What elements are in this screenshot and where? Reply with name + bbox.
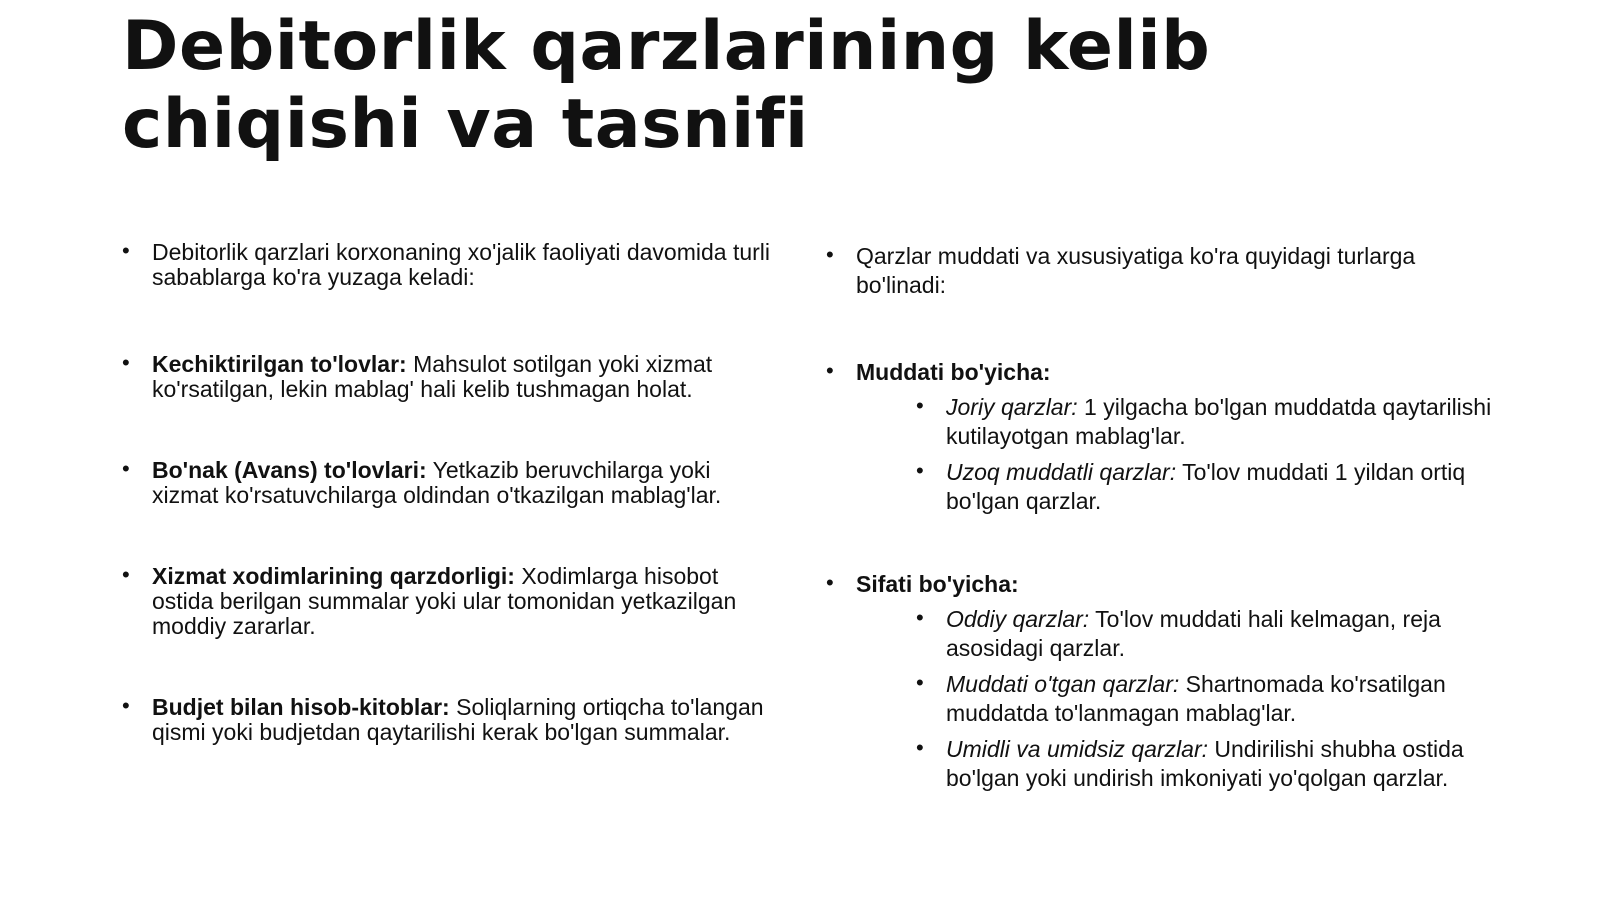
list-item-delayed-payments [122,352,782,402]
right-column [826,240,1506,800]
sub-item-text: 1 yilgacha bo'lgan muddatda qaytarilishi kutilayotgan mablag'lar. [946,394,1492,449]
sub-item-label: Uzoq muddatli qarzlar: [946,459,1177,485]
list-item-by-term [826,358,1506,516]
list-item-staff-debt [122,564,782,639]
sub-item-doubtful-debts [916,735,1506,793]
item-text: Soliqlarning ortiqcha to'langan qismi yoki budjetdan qaytarilishi kerak bo'lgan summalar. [152,694,764,745]
item-label: Bo'nak (Avans) to'lovlari: [152,457,427,483]
sub-item-text: Shartnomada ko'rsatilgan muddatda to'lanmagan mablag'lar. [946,671,1446,726]
sub-item-text: Undirilishi shubha ostida bo'lgan yoki undirish imkoniyati yo'qolgan qarzlar. [946,736,1464,791]
list-item-by-quality [826,570,1506,793]
sub-item-label: Umidli va umidsiz qarzlar: [946,736,1209,762]
classification-list [826,242,1506,793]
slide-title: Debitorlik qarzlarining kelib chiqishi va tasnifi [122,7,1211,164]
item-text: Yetkazib beruvchilarga yoki xizmat ko'rsatuvchilarga oldindan o'tkazilgan mablag'lar. [152,457,722,508]
sub-list-by-quality [856,605,1506,793]
group-heading: Muddati bo'yicha: [856,359,1051,385]
list-item-intro [122,240,782,290]
list-item-advance-payments [122,458,782,508]
item-text: Mahsulot sotilgan yoki xizmat ko'rsatilgan, lekin mablag' hali kelib tushmagan holat. [152,351,713,402]
list-item-intro [826,242,1506,300]
cause-list [122,240,782,745]
item-label: Xizmat xodimlarining qarzdorligi: [152,563,515,589]
left-column [122,240,782,801]
sub-item-overdue-debts [916,670,1506,728]
sub-item-label: Joriy qarzlar: [946,394,1078,420]
sub-item-ordinary-debts [916,605,1506,663]
group-heading: Sifati bo'yicha: [856,571,1019,597]
item-label: Kechiktirilgan to'lovlar: [152,351,407,377]
sub-item-text: To'lov muddati 1 yildan ortiq bo'lgan qarzlar. [946,459,1466,514]
item-text: Qarzlar muddati va xususiyatiga ko'ra quyidagi turlarga bo'linadi: [856,243,1416,298]
sub-item-text: To'lov muddati hali kelmagan, reja asosidagi qarzlar. [946,606,1441,661]
list-item-budget-settlements [122,695,782,745]
item-text: Debitorlik qarzlari korxonaning xo'jalik faoliyati davomida turli sabablarga ko'ra yuzaga keladi: [152,239,771,290]
sub-item-current-debts [916,393,1506,451]
sub-item-long-term-debts [916,458,1506,516]
item-label: Budjet bilan hisob-kitoblar: [152,694,450,720]
sub-item-label: Muddati o'tgan qarzlar: [946,671,1180,697]
sub-list-by-term [856,393,1506,516]
item-text: Xodimlarga hisobot ostida berilgan summalar yoki ular tomonidan yetkazilgan moddiy zararlar. [152,563,737,639]
sub-item-label: Oddiy qarzlar: [946,606,1090,632]
